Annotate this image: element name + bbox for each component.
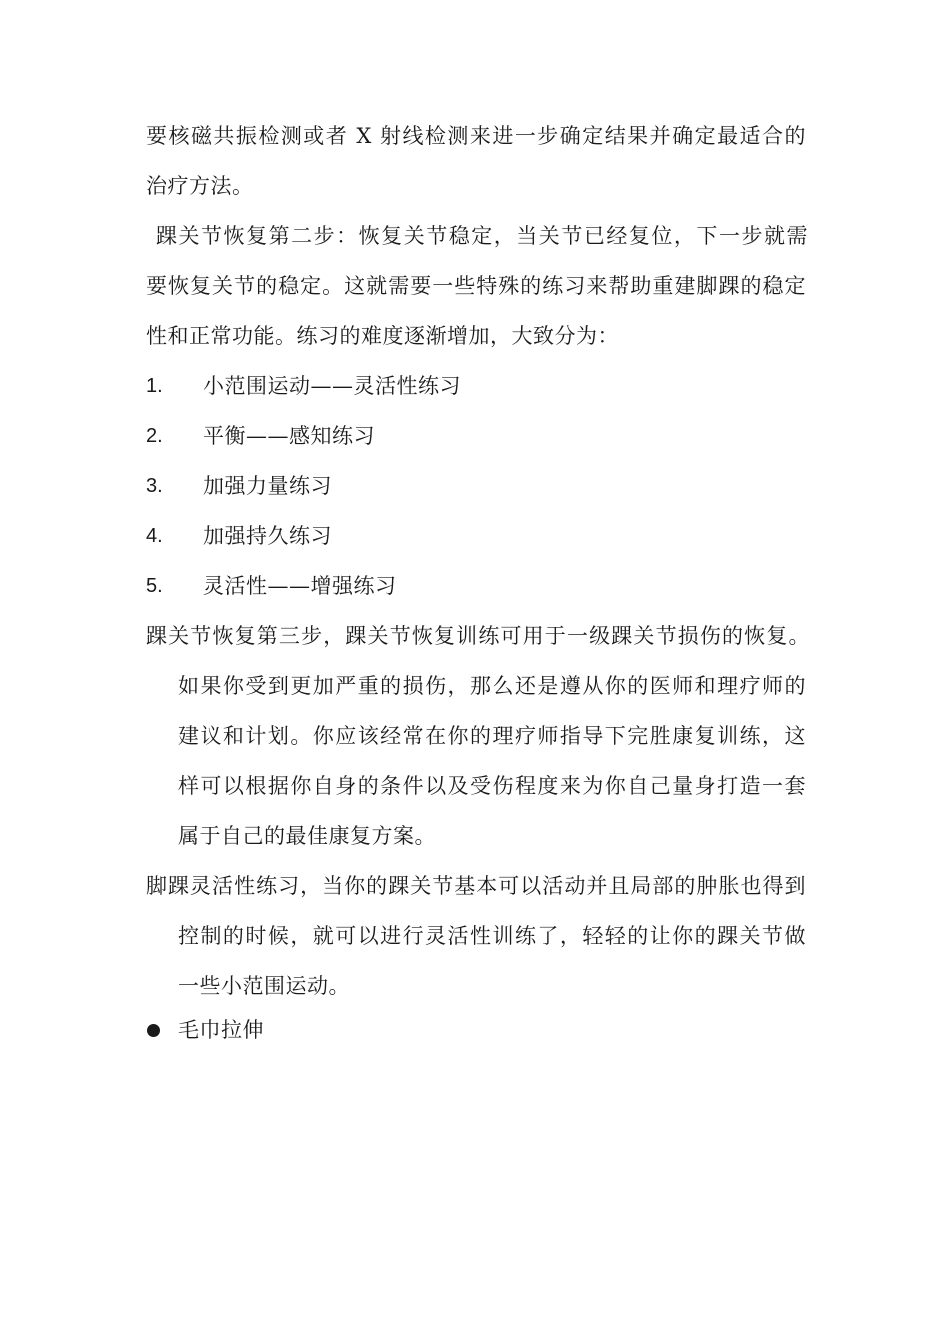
para3-line2: 如果你受到更加严重的损伤，那么还是遵从你的医师和理疗师的 (178, 674, 806, 698)
para2-line3: 性和正常功能。练习的难度逐渐增加，大致分为： (146, 324, 619, 348)
list-item-3: 加强力量练习 (203, 474, 332, 498)
para4-line3: 一些小范围运动。 (178, 974, 350, 998)
bullet-item: 毛巾拉伸 (178, 1018, 264, 1042)
list-number-5: 5. (146, 575, 163, 597)
para2-line1: 踝关节恢复第二步：恢复关节稳定，当关节已经复位，下一步就需 (156, 224, 808, 248)
list-number-1: 1. (146, 375, 163, 397)
list-number-4: 4. (146, 525, 163, 547)
para2-line2: 要恢复关节的稳定。这就需要一些特殊的练习来帮助重建脚踝的稳定 (146, 274, 806, 298)
para3-line3: 建议和计划。你应该经常在你的理疗师指导下完胜康复训练，这 (178, 724, 806, 748)
list-item-4: 加强持久练习 (203, 524, 332, 548)
para3-line5: 属于自己的最佳康复方案。 (178, 824, 436, 848)
para3-line1: 踝关节恢复第三步，踝关节恢复训练可用于一级踝关节损伤的恢复。 (146, 624, 810, 648)
para3-line4: 样可以根据你自身的条件以及受伤程度来为你自己量身打造一套 (178, 774, 806, 798)
list-item-2: 平衡——感知练习 (203, 424, 375, 448)
list-item-5: 灵活性——增强练习 (203, 574, 397, 598)
para4-line2: 控制的时候，就可以进行灵活性训练了，轻轻的让你的踝关节做 (178, 924, 806, 948)
bullet-dot-icon (147, 1024, 160, 1037)
list-number-2: 2. (146, 425, 163, 447)
para1-line2: 治疗方法。 (146, 174, 254, 198)
para1-line1: 要核磁共振检测或者 X 射线检测来进一步确定结果并确定最适合的 (146, 124, 806, 148)
list-item-1: 小范围运动——灵活性练习 (203, 374, 461, 398)
list-number-3: 3. (146, 475, 163, 497)
para4-line1: 脚踝灵活性练习，当你的踝关节基本可以活动并且局部的肿胀也得到 (146, 874, 806, 898)
